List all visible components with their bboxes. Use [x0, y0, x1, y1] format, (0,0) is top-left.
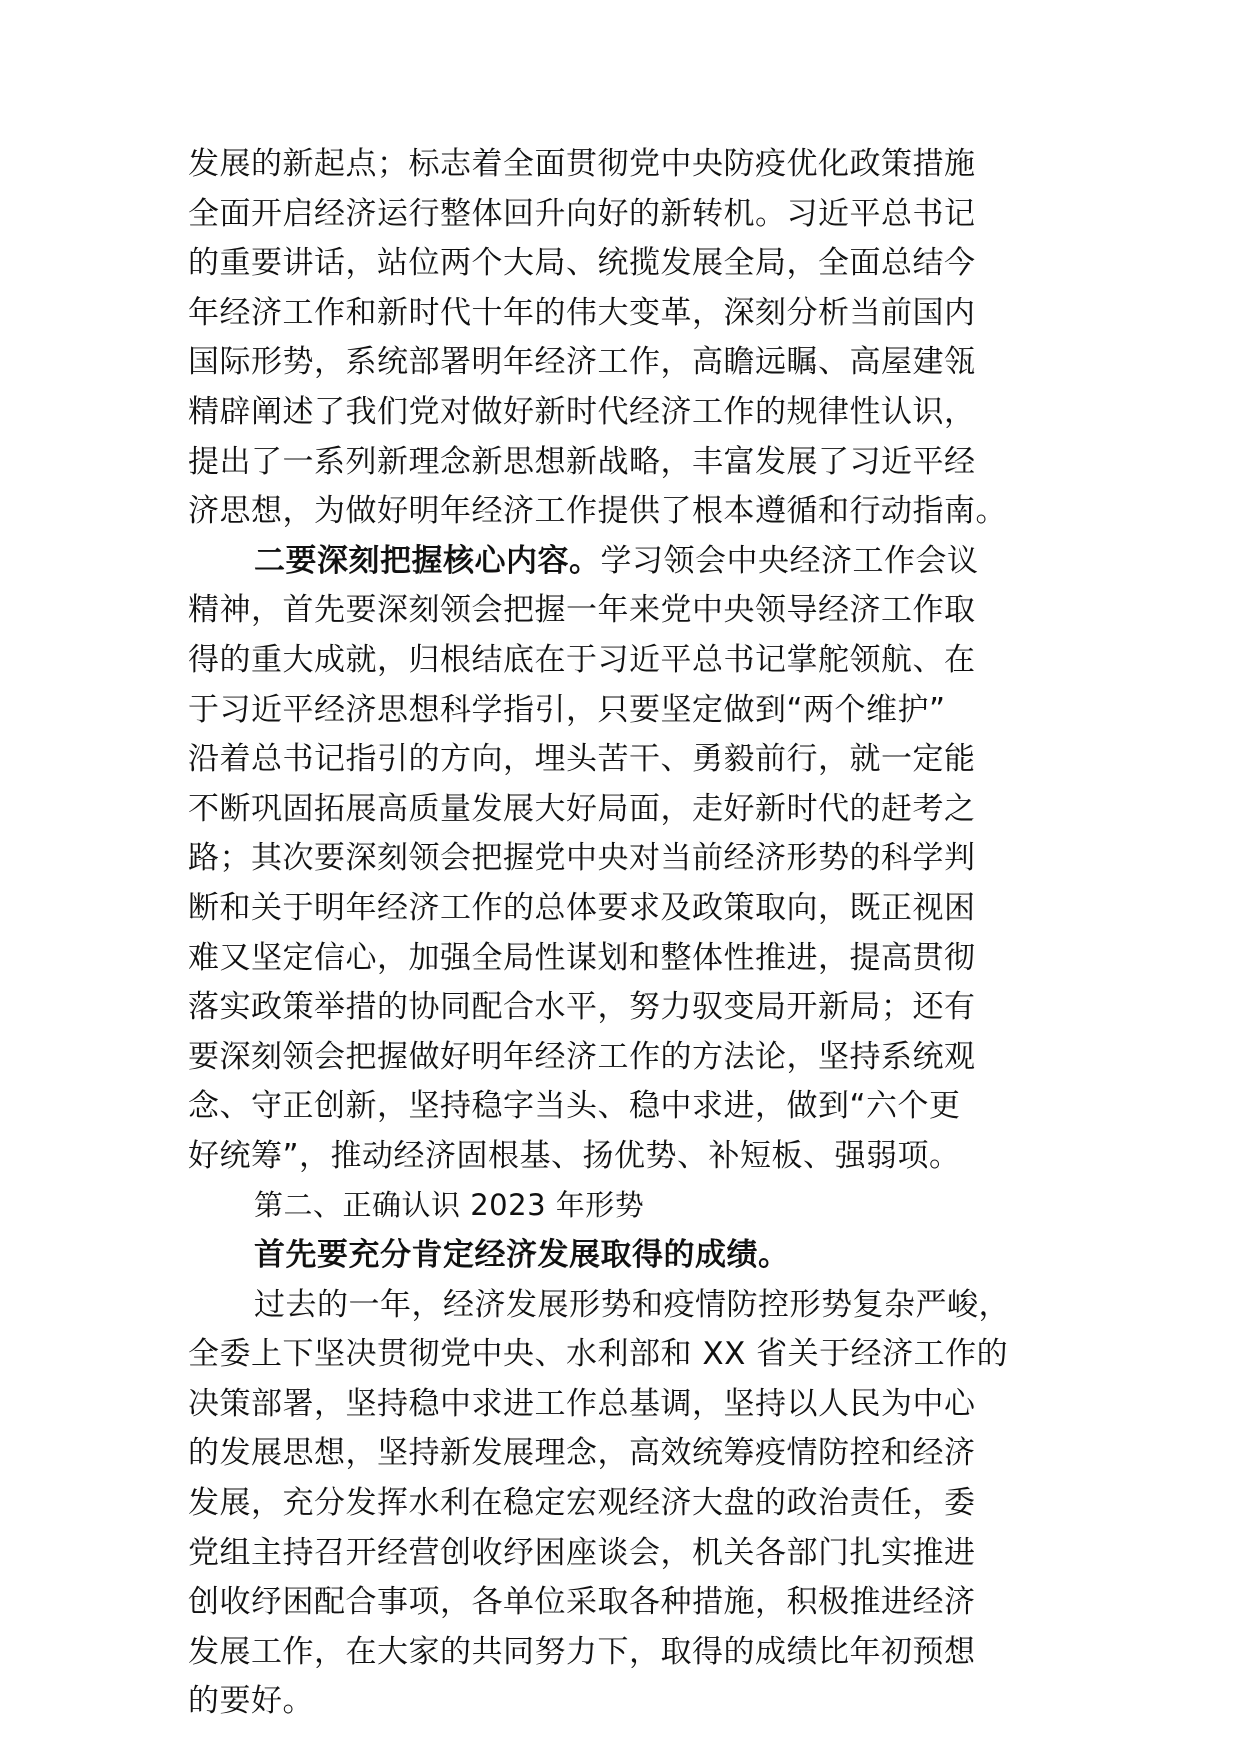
paragraph-line: 路；其次要深刻领会把握党中央对当前经济形势的科学判 — [188, 840, 976, 877]
paragraph-line: 不断巩固拓展高质量发展大好局面，走好新时代的赶考之 — [188, 790, 976, 827]
paragraph-line: 发展，充分发挥水利在稳定宏观经济大盘的政治责任，委 — [188, 1485, 976, 1522]
paragraph-line: 年经济工作和新时代十年的伟大变革，深刻分析当前国内 — [188, 294, 976, 331]
paragraph-line: 精神，首先要深刻领会把握一年来党中央领导经济工作取 — [188, 592, 976, 629]
paragraph-line: 要深刻领会把握做好明年经济工作的方法论，坚持系统观 — [188, 1038, 976, 1075]
paragraph-line: 发展的新起点；标志着全面贯彻党中央防疫优化政策措施 — [188, 146, 976, 182]
subsection-heading: 首先要充分肯定经济发展取得的成绩。 — [254, 1237, 790, 1274]
paragraph-line: 的要好。 — [188, 1683, 314, 1720]
paragraph-line: 精辟阐述了我们党对做好新时代经济工作的规律性认识， — [188, 393, 976, 430]
paragraph-line: 好统筹”，推动经济固根基、扬优势、补短板、强弱项。 — [188, 1137, 961, 1174]
paragraph-line: 断和关于明年经济工作的总体要求及政策取向，既正视困 — [188, 889, 976, 926]
paragraph-line: 过去的一年，经济发展形势和疫情防控形势复杂严峻， — [254, 1286, 1010, 1323]
paragraph-line: 念、守正创新，坚持稳字当头、稳中求进，做到“六个更 — [188, 1088, 961, 1125]
paragraph-line: 沿着总书记指引的方向，埋头苦干、勇毅前行，就一定能 — [188, 741, 976, 778]
section2-first-text: 学习领会中央经济工作会议 — [600, 542, 979, 579]
paragraph-line: 国际形势，系统部署明年经济工作，高瞻远瞩、高屋建瓴 — [188, 344, 976, 381]
paragraph-line: 的发展思想，坚持新发展理念，高效统筹疫情防控和经济 — [188, 1435, 976, 1472]
paragraph-line: 济思想，为做好明年经济工作提供了根本遵循和行动指南。 — [188, 493, 1007, 530]
paragraph-line: 决策部署，坚持稳中求进工作总基调，坚持以人民为中心 — [188, 1385, 976, 1422]
paragraph-line: 全面开启经济运行整体回升向好的新转机。习近平总书记 — [188, 195, 976, 232]
paragraph-line: 落实政策举措的协同配合水平，努力驭变局开新局；还有 — [188, 989, 976, 1026]
paragraph-line: 于习近平经济思想科学指引，只要坚定做到“两个维护” — [188, 691, 946, 728]
paragraph-line: 党组主持召开经营创收纾困座谈会，机关各部门扎实推进 — [188, 1534, 976, 1571]
paragraph-line: 提出了一系列新理念新思想新战略，丰富发展了习近平经 — [188, 443, 976, 480]
section2-first-line — [188, 537, 1058, 587]
paragraph-line: 得的重大成就，归根结底在于习近平总书记掌舵领航、在 — [188, 641, 976, 678]
paragraph-line: 难又坚定信心，加强全局性谋划和整体性推进，提高贯彻 — [188, 939, 976, 976]
document-page — [188, 140, 1058, 1727]
paragraph-line: 全委上下坚决贯彻党中央、水利部和 XX 省关于经济工作的 — [188, 1336, 1009, 1373]
section-heading: 第二、正确认识 2023 年形势 — [254, 1188, 645, 1223]
paragraph-line: 创收纾困配合事项，各单位采取各种措施，积极推进经济 — [188, 1584, 976, 1621]
section2-heading: 二要深刻把握核心内容。 — [254, 542, 601, 579]
paragraph-line: 发展工作，在大家的共同努力下，取得的成绩比年初预想 — [188, 1633, 976, 1670]
paragraph-line: 的重要讲话，站位两个大局、统揽发展全局，全面总结今 — [188, 245, 976, 282]
